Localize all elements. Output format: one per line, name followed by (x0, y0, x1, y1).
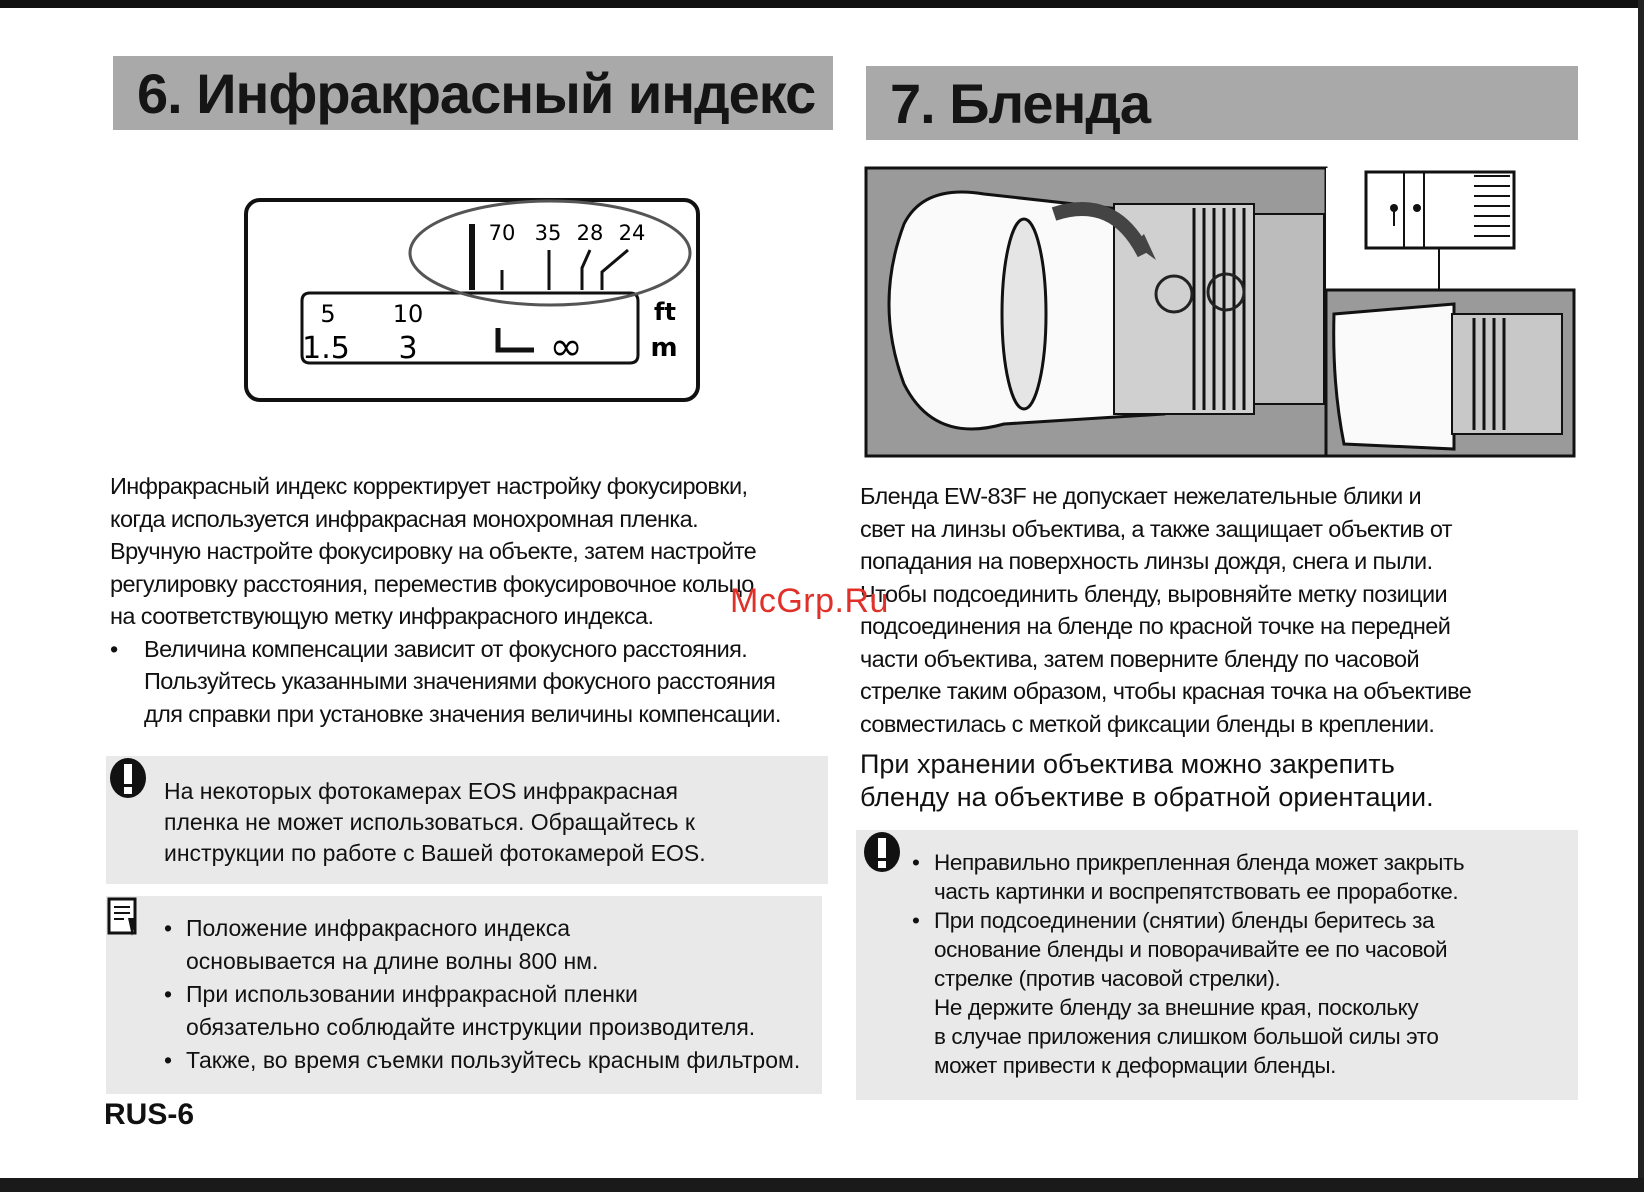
memo-icon (106, 896, 142, 938)
text-line: свет на линзы объектива, а также защищает объектив от (860, 515, 1452, 542)
focal-mark-70: 70 (488, 221, 516, 245)
text-line: когда используется инфракрасная монохромная пленка. (110, 505, 699, 532)
scale-m-3: 3 (398, 331, 418, 366)
scale-ft-10: 10 (392, 300, 424, 328)
section-6-description (110, 470, 830, 730)
section-7-heading-bar (866, 66, 1578, 140)
caution-line: основание бленды и поворачивайте ее по часовой (934, 937, 1448, 962)
caution-line: часть картинки и воспрепятствовать ее проработке. (934, 879, 1459, 904)
section-7-title: 7. Бленда (890, 72, 1151, 135)
scale-infinity: ∞ (549, 324, 583, 370)
text-line: • Величина компенсации зависит от фокусного расстояния. (144, 635, 748, 662)
caution-icon (108, 756, 148, 800)
storage-note (860, 748, 1580, 814)
text-line: стрелке таким образом, чтобы красная точка на объективе (860, 678, 1472, 704)
text-line: Пользуйтесь указанными значениями фокусного расстояния (144, 668, 776, 694)
scan-right-edge (1638, 0, 1644, 1192)
caution-icon (862, 830, 902, 874)
memo-line: обязательно соблюдайте инструкции производителя. (186, 1014, 756, 1040)
scan-top-edge (0, 0, 1644, 8)
section-7-description (860, 480, 1580, 740)
text-line: Чтобы подсоединить бленду, выровняйте метку позиции (860, 580, 1448, 607)
text-line: подсоединения на бленде по красной точке на передней (860, 613, 1451, 639)
focal-mark-28: 28 (576, 221, 604, 245)
focal-mark-35: 35 (534, 221, 562, 245)
text-line: Вручную настройте фокусировку на объекте, затем настройте (110, 538, 757, 564)
scale-unit-ft: ft (654, 298, 676, 326)
memo-note-left (106, 896, 822, 1094)
caution-line: стрелке (против часовой стрелки). (934, 966, 1281, 991)
text-line: для справки при установке значения величины компенсации. (144, 700, 781, 727)
caution-line: Не держите бленду за внешние края, поскольку (934, 995, 1419, 1020)
scale-m-1-5: 1.5 (302, 331, 350, 366)
text-line: попадания на поверхность линзы дождя, снега и пыли. (860, 548, 1433, 574)
scale-unit-m: m (650, 333, 678, 363)
scan-bottom-edge (0, 1178, 1644, 1192)
memo-line: основывается на длине волны 800 нм. (186, 948, 599, 974)
caution-line: в случае приложения слишком большой силы это (934, 1024, 1439, 1049)
memo-line: • При использовании инфракрасной пленки (186, 981, 638, 1007)
memo-bullet (164, 1044, 814, 1077)
text-line: При хранении объектива можно закрепить (860, 749, 1395, 779)
caution-line: инструкции по работе с Вашей фотокамерой EOS. (164, 840, 706, 866)
caution-note-left (106, 756, 828, 884)
lens-hood-illustration (864, 164, 1576, 460)
caution-line: • Неправильно прикрепленная бленда может закрыть (934, 850, 1465, 875)
text-line: бленду на объективе в обратной ориентации. (860, 782, 1434, 812)
caution-line: • При подсоединении (снятии) бленды беритесь за (934, 908, 1435, 933)
text-line: совместилась с меткой фиксации бленды в креплении. (860, 710, 1435, 737)
focal-mark-24: 24 (618, 221, 646, 245)
caution-line: может привести к деформации бленды. (934, 1053, 1336, 1078)
infrared-index-scale-diagram (240, 190, 710, 415)
caution-note-right (856, 830, 1578, 1100)
text-line: Инфракрасный индекс корректирует настройку фокусировки, (110, 473, 748, 499)
scale-ft-5: 5 (320, 300, 336, 328)
section-6-heading-bar (113, 56, 833, 130)
caution-bullet (912, 848, 1572, 906)
text-line: Бленда EW-83F не допускает нежелательные блики и (860, 483, 1422, 509)
text-line: регулировку расстояния, переместив фокусировочное кольцо (110, 570, 754, 597)
memo-line: • Положение инфракрасного индекса (186, 915, 571, 941)
caution-bullet (912, 906, 1572, 1080)
caution-line: пленка не может использоваться. Обращайтесь к (164, 809, 695, 835)
text-line: части объектива, затем поверните бленду по часовой (860, 645, 1420, 672)
memo-line: • Также, во время съемки пользуйтесь красным фильтром. (186, 1047, 801, 1073)
caution-line: На некоторых фотокамерах EOS инфракрасная (164, 778, 678, 804)
memo-bullet (164, 912, 814, 978)
watermark: McGrp.Ru (730, 582, 889, 620)
page-number: RUS-6 (104, 1098, 195, 1131)
text-line: на соответствующую метку инфракрасного индекса. (110, 603, 654, 629)
section-6-title: 6. Инфракрасный индекс (137, 62, 816, 125)
memo-bullet (164, 978, 814, 1044)
compensation-bullet (110, 633, 830, 731)
